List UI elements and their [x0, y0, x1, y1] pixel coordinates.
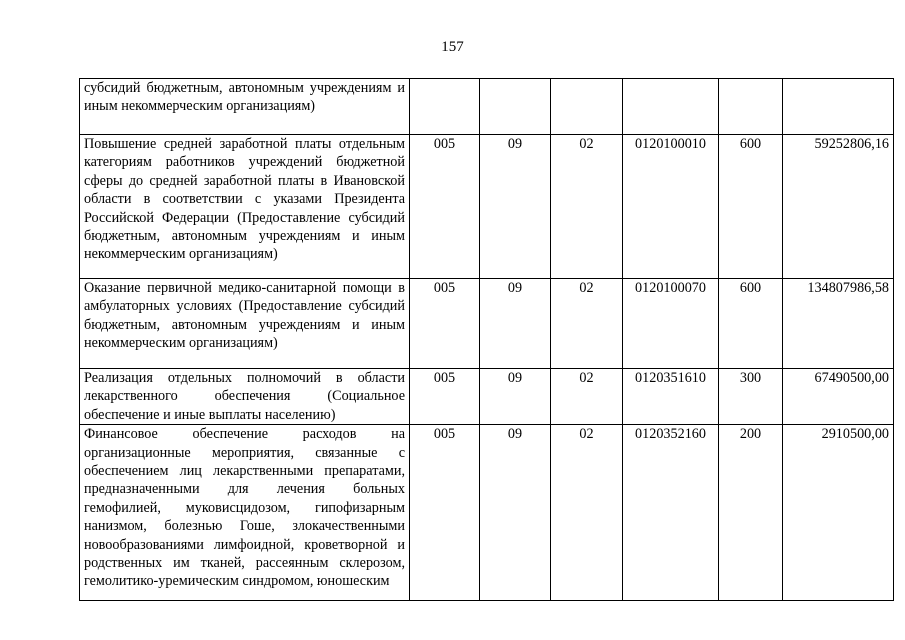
subsection-code: 02 — [551, 425, 623, 601]
section-code: 09 — [480, 135, 551, 279]
target-article-code: 0120100010 — [623, 135, 719, 279]
target-article-code — [623, 79, 719, 135]
row-description: субсидий бюджетным, автономным учреждениям и иным некоммерческим организациям) — [80, 79, 410, 135]
row-description-text: Финансовое обеспечение расходов на организационные мероприятия, связанные с обеспечением лиц лекарственными препаратами, предназначенными для лечения больных гемофилией, муковисцидозом, гипофизарным нанизмом, болезнью Гоше, злокачественными новообразованиями лимфоидной, кроветворной и родственных им тканей, рассеянным склерозом, гемолитико-уремическим синдромом, юношеским — [84, 426, 405, 590]
row-description: Оказание первичной медико-санитарной помощи в амбулаторных условиях (Предоставление субсидий бюджетным, автономным учреждениям и иным некоммерческим организациям) — [80, 279, 410, 369]
row-description: Повышение средней заработной платы отдельным категориям работников учреждений бюджетной сферы до средней заработной платы в Ивановской области в соответствии с указами Президента Российской Федерации (Предоставление субсидий бюджетным, автономным учреждениям и иным некоммерческим организациям) — [80, 135, 410, 279]
amount — [783, 79, 894, 135]
expense-type-code — [719, 79, 783, 135]
section-code: 09 — [480, 369, 551, 425]
table-row — [80, 79, 894, 135]
subsection-code — [551, 79, 623, 135]
amount: 2910500,00 — [783, 425, 894, 601]
subsection-code: 02 — [551, 369, 623, 425]
target-article-code: 0120100070 — [623, 279, 719, 369]
ministry-code: 005 — [410, 279, 480, 369]
ministry-code: 005 — [410, 135, 480, 279]
table-row — [80, 369, 894, 425]
ministry-code — [410, 79, 480, 135]
section-code: 09 — [480, 425, 551, 601]
section-code: 09 — [480, 279, 551, 369]
row-description: Реализация отдельных полномочий в области лекарственного обеспечения (Социальное обеспечение и иные выплаты населению) — [80, 369, 410, 425]
table-row — [80, 425, 894, 601]
budget-table — [79, 78, 894, 601]
expense-type-code: 600 — [719, 279, 783, 369]
expense-type-code: 600 — [719, 135, 783, 279]
target-article-code: 0120352160 — [623, 425, 719, 601]
target-article-code: 0120351610 — [623, 369, 719, 425]
amount: 59252806,16 — [783, 135, 894, 279]
table-row — [80, 279, 894, 369]
section-code — [480, 79, 551, 135]
table-row — [80, 135, 894, 279]
expense-type-code: 300 — [719, 369, 783, 425]
amount: 67490500,00 — [783, 369, 894, 425]
amount: 134807986,58 — [783, 279, 894, 369]
row-description — [80, 425, 410, 601]
subsection-code: 02 — [551, 135, 623, 279]
ministry-code: 005 — [410, 369, 480, 425]
ministry-code: 005 — [410, 425, 480, 601]
page-number: 157 — [441, 39, 464, 55]
expense-type-code: 200 — [719, 425, 783, 601]
subsection-code: 02 — [551, 279, 623, 369]
